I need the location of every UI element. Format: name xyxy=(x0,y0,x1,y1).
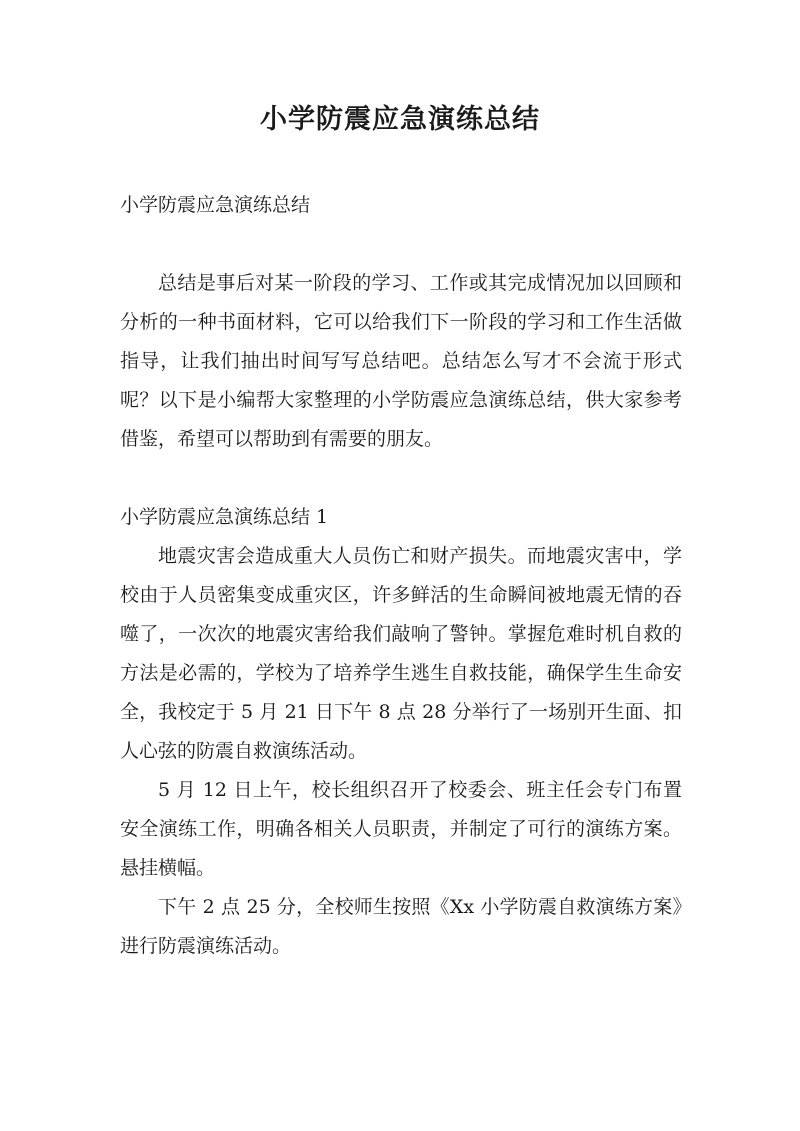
intro-paragraph: 总结是事后对某一阶段的学习、工作或其完成情况加以回顾和分析的一种书面材料，它可以给我们下一阶段的学习和工作生活做指导，让我们抽出时间写写总结吧。总结怎么写才不会流于形式呢？以下是小编帮大家整理的小学防震应急演练总结，供大家参考借鉴，希望可以帮助到有需要的朋友。 xyxy=(120,272,682,450)
spacer xyxy=(120,225,682,264)
document-body xyxy=(120,186,682,966)
body-paragraph: 5 月 12 日上午，校长组织召开了校委会、班主任会专门布置安全演练工作，明确各相关人员职责，并制定了可行的演练方案。悬挂横幅。 xyxy=(120,779,682,879)
spacer xyxy=(120,459,682,498)
document-title: 小学防震应急演练总结 xyxy=(260,104,540,135)
document-subtitle: 小学防震应急演练总结 xyxy=(120,194,311,216)
body-paragraph: 下午 2 点 25 分，全校师生按照《Xx 小学防震自救演练方案》进行防震演练活动。 xyxy=(120,896,682,957)
section-heading: 小学防震应急演练总结 1 xyxy=(120,506,329,528)
body-paragraph: 地震灾害会造成重大人员伤亡和财产损失。而地震灾害中，学校由于人员密集变成重灾区，许多鲜活的生命瞬间被地震无情的吞噬了，一次次的地震灾害给我们敲响了警钟。掌握危难时机自救的方法是必需的，学校为了培养学生逃生自救技能，确保学生生命安全，我校定于 5 月 21 日下午 8 点 28 分举行了一场别开生面、扣人心弦的防震自救演练活动。 xyxy=(120,545,682,762)
